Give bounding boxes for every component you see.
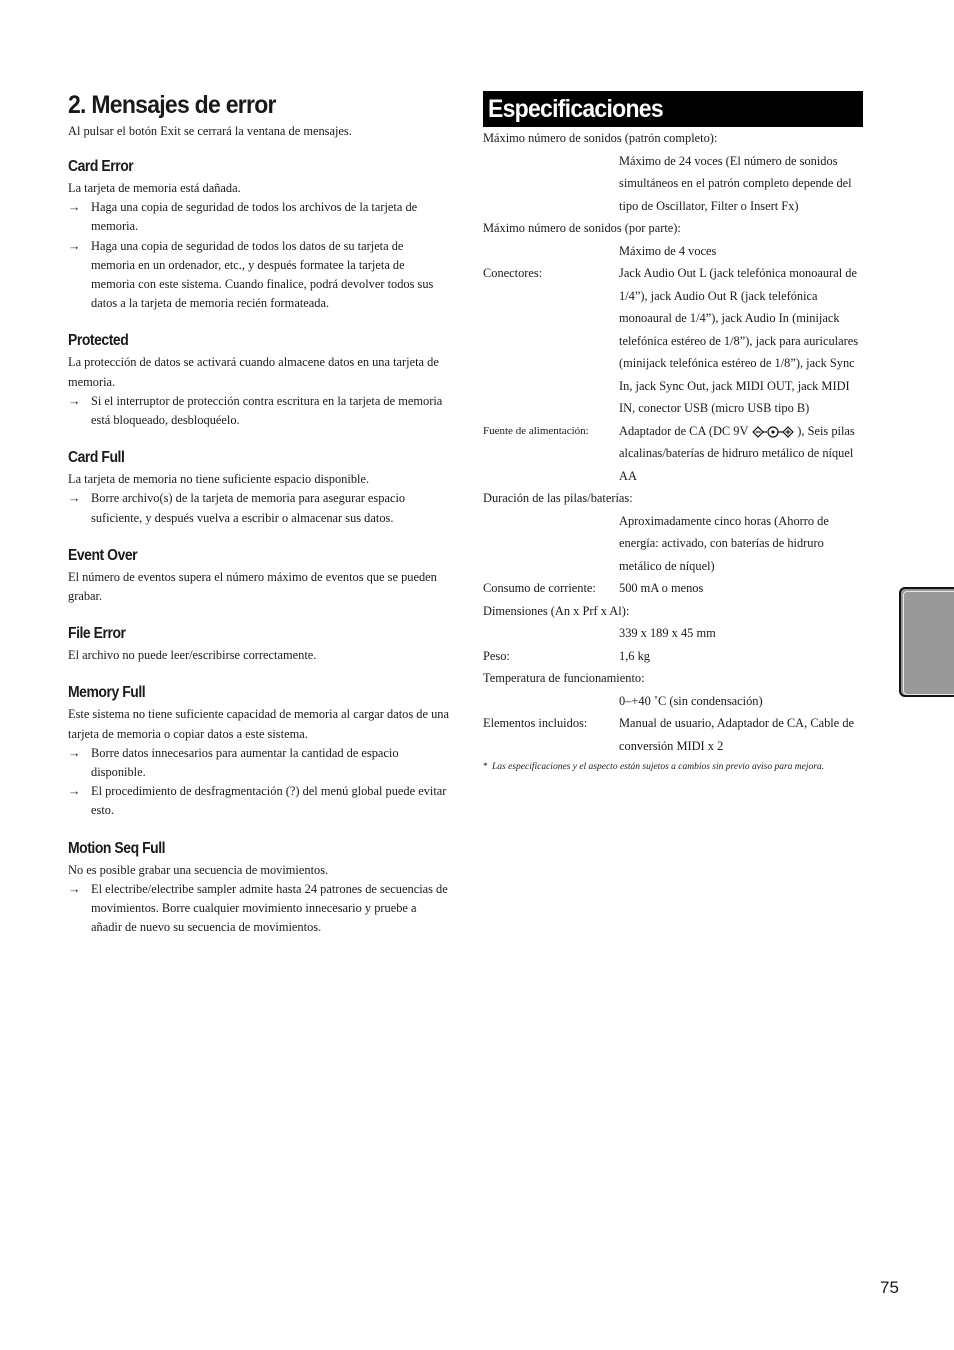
error-description: El archivo no puede leer/escribirse correctamente.	[68, 648, 317, 663]
error-solution-text: El procedimiento de desfragmentación (?) del menú global puede evitar esto.	[91, 784, 447, 818]
error-solution	[68, 489, 450, 527]
error-solution-text: Si el interruptor de protección contra escritura en la tarjeta de memoria está bloqueado, desbloquéelo.	[91, 393, 443, 428]
spec-power-label: Fuente de alimentación:	[483, 424, 589, 437]
error-solution-text: Borre datos innecesarios para aumentar la cantidad de espacio disponible.	[91, 745, 399, 780]
error-description: Este sistema no tiene suficiente capacidad de memoria al cargar datos de una tarjeta de memoria o copiar datos a este sistema.	[68, 707, 449, 741]
arrow-icon: →	[68, 200, 81, 215]
error-solution	[68, 392, 450, 430]
spec-temp-label: Temperatura de funcionamiento:	[483, 671, 645, 685]
error-description: La tarjeta de memoria está dañada.	[68, 181, 241, 195]
error-heading: Event Over	[68, 546, 138, 564]
spec-connectors-value: Jack Audio Out L (jack telefónica monoaural de 1/4”), jack Audio Out R (jack telefónica monoaural de 1/4”), jack Audio In (minijack telefónica estéreo de 1/8”), jack para auriculares (minijack telefónica estéreo de 1/8”), jack Sync In, jack Sync Out, jack MIDI OUT, jack MIDI IN, conector USB (micro USB tipo B)	[619, 266, 859, 415]
error-section	[68, 544, 450, 606]
error-section	[68, 329, 450, 430]
specifications-column	[483, 91, 863, 775]
error-solution	[68, 880, 450, 938]
spec-battery-value: Aproximadamente cinco horas (Ahorro de energía: activado, con baterías de hidruro metálico de níquel)	[619, 513, 829, 573]
error-heading: File Error	[68, 625, 126, 643]
spec-weight-label: Peso:	[483, 648, 510, 663]
spec-consumption-label: Consumo de corriente:	[483, 581, 596, 595]
spec-power-value	[619, 420, 863, 488]
error-heading: Card Error	[68, 158, 134, 175]
spec-included-label: Elementos incluidos:	[483, 716, 588, 730]
error-section	[68, 155, 450, 313]
spec-max-sounds-full-label: Máximo número de sonidos (patrón completo):	[483, 131, 718, 145]
error-section	[68, 622, 450, 665]
error-heading: Protected	[68, 332, 129, 350]
spec-weight	[483, 645, 863, 668]
error-solution-text: Haga una copia de seguridad de todos los archivos de la tarjeta de memoria.	[91, 200, 418, 234]
spec-power-value-b: ), Seis pilas alcalinas/baterías de hidruro metálico de níquel AA	[619, 423, 855, 483]
error-description: La protección de datos se activará cuando almacene datos en una tarjeta de memoria.	[68, 355, 439, 389]
spec-power	[483, 420, 863, 488]
error-solution-text: Borre archivo(s) de la tarjeta de memoria para asegurar espacio suficiente, y después vuelva a escribir o almacenar sus datos.	[91, 491, 406, 525]
spec-consumption	[483, 577, 863, 600]
spec-max-sounds-part-value: Máximo de 4 voces	[619, 243, 717, 258]
spec-weight-value: 1,6 kg	[619, 648, 650, 663]
spec-max-sounds-full-value: Máximo de 24 voces (El número de sonidos simultáneos en el patrón completo depende del tipo de Oscillator, Filter o Insert Fx)	[619, 153, 852, 213]
specifications-title-bar	[483, 91, 863, 127]
intro-text: Al pulsar el botón Exit se cerrará la ventana de mensajes.	[68, 124, 352, 138]
page-title: 2. Mensajes de error	[68, 91, 276, 119]
error-section	[68, 837, 450, 938]
spec-battery-label: Duración de las pilas/baterías:	[483, 491, 633, 505]
arrow-icon: →	[68, 238, 81, 253]
footnote-text: Las especificaciones y el aspecto están sujetos a cambios sin previo aviso para mejora.	[492, 762, 825, 772]
error-description: El número de eventos supera el número máximo de eventos que se pueden grabar.	[68, 569, 437, 604]
error-sections	[68, 155, 450, 937]
spec-consumption-value: 500 mA o menos	[619, 581, 704, 595]
spec-dimensions-value: 339 x 189 x 45 mm	[619, 626, 716, 640]
error-description: No es posible grabar una secuencia de movimientos.	[68, 862, 329, 877]
dc-polarity-icon	[751, 425, 797, 439]
arrow-icon: →	[68, 491, 81, 506]
section-tab-highlight	[903, 591, 954, 695]
arrow-icon: →	[68, 745, 81, 760]
error-solution-text: El electribe/electribe sampler admite hasta 24 patrones de secuencias de movimientos. Borre cualquier movimiento innecesario y pruebe a añadir de nuevo su secuencia de movimientos.	[91, 881, 448, 935]
error-section	[68, 446, 450, 528]
spec-max-sounds-part-label: Máximo número de sonidos (por parte):	[483, 221, 681, 235]
spec-temp-value: 0–+40 ˚C (sin condensación)	[619, 693, 763, 708]
footnote-star: *	[483, 762, 488, 772]
spec-connectors	[483, 262, 863, 420]
arrow-icon: →	[68, 784, 81, 799]
spec-footnote	[483, 759, 863, 775]
error-heading: Memory Full	[68, 684, 146, 702]
specifications-title: Especificaciones	[488, 95, 663, 123]
error-solution	[68, 198, 450, 236]
error-heading: Card Full	[68, 449, 125, 467]
error-solution	[68, 782, 450, 820]
spec-included-value: Manual de usuario, Adaptador de CA, Cable de conversión MIDI x 2	[619, 716, 855, 753]
spec-included	[483, 712, 863, 757]
error-solution	[68, 237, 450, 314]
arrow-icon: →	[68, 881, 81, 896]
arrow-icon: →	[68, 393, 81, 408]
spec-list	[483, 127, 863, 775]
spec-power-value-a: Adaptador de CA (DC 9V	[619, 423, 749, 438]
page-number: 75	[880, 1278, 899, 1297]
error-section	[68, 681, 450, 820]
error-solution	[68, 744, 450, 782]
error-messages-column	[68, 88, 450, 953]
error-heading: Motion Seq Full	[68, 839, 166, 857]
error-description: La tarjeta de memoria no tiene suficiente espacio disponible.	[68, 472, 370, 487]
spec-dimensions-label: Dimensiones (An x Prf x Al):	[483, 603, 630, 618]
error-solution-text: Haga una copia de seguridad de todos los datos de su tarjeta de memoria en un ordenador, etc., y después formatee la tarjeta de memoria con este sistema. Cuando finalice, podrá devolver todos sus datos a la tarjeta de memoria recién formateada.	[91, 238, 434, 311]
spec-connectors-label: Conectores:	[483, 266, 543, 280]
